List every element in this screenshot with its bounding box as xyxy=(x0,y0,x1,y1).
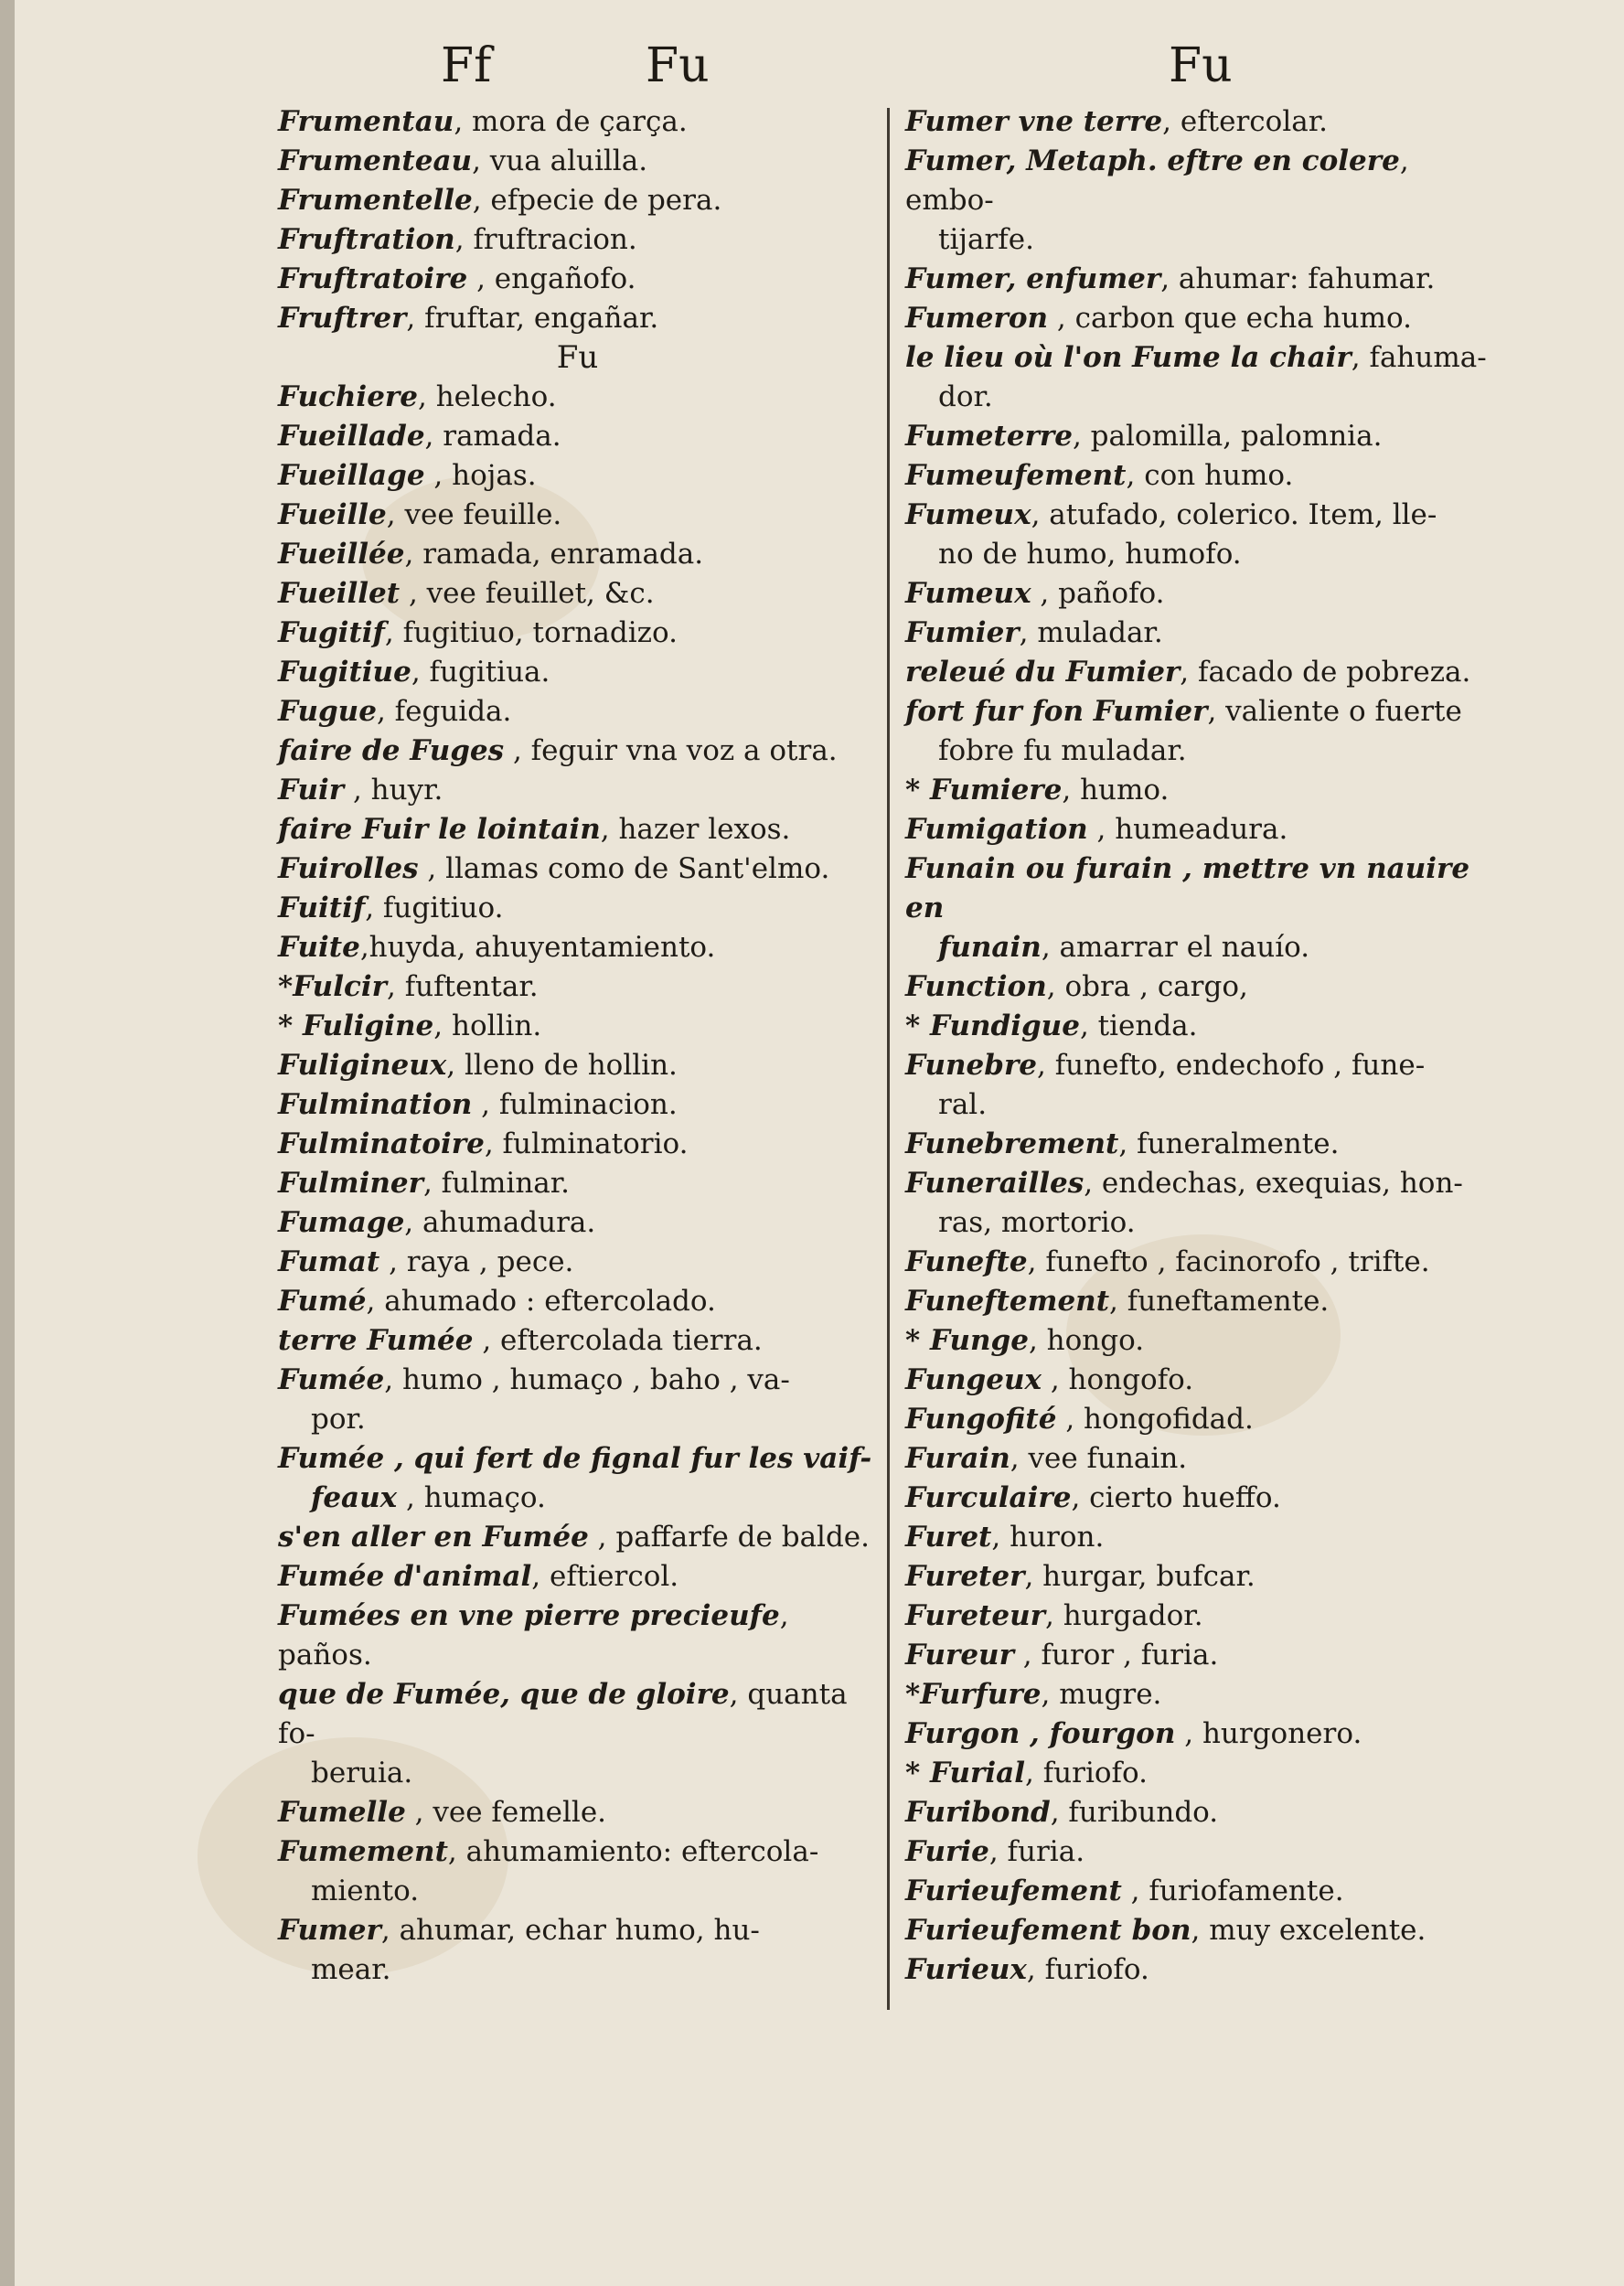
dictionary-entry xyxy=(278,496,877,535)
entry-headword: que de Fumée, que de gloire xyxy=(278,1678,730,1711)
entry-definition: , muy excelente. xyxy=(1191,1914,1426,1947)
entry-definition: , furiofo. xyxy=(1024,1757,1148,1789)
entry-definition: , vee feuille. xyxy=(386,498,562,531)
dictionary-entry xyxy=(905,1714,1500,1754)
running-head-left-b: Fu xyxy=(646,38,710,93)
entry-headword: Furie xyxy=(905,1835,989,1868)
entry-headword: Fuite xyxy=(278,931,360,964)
entry-definition: , ramada. xyxy=(424,420,561,453)
dictionary-entry xyxy=(905,1518,1500,1557)
entry-headword: Fueillade xyxy=(278,420,425,453)
entry-headword: Furieufement bon xyxy=(905,1914,1191,1947)
dictionary-entry xyxy=(278,771,877,810)
dictionary-entry xyxy=(278,1557,877,1597)
entry-headword: *Fulcir xyxy=(278,970,387,1003)
dictionary-entry xyxy=(905,1793,1500,1832)
section-heading: Fu xyxy=(556,339,599,376)
entry-headword: Fumage xyxy=(278,1206,405,1239)
dictionary-entry xyxy=(278,732,877,771)
dictionary-entry xyxy=(278,1321,877,1361)
entry-definition: , obra , cargo, xyxy=(1046,970,1248,1003)
entry-headword: releué du Fumier xyxy=(905,656,1181,689)
entry-definition: , fugitiua. xyxy=(411,656,550,689)
dictionary-entry xyxy=(905,1832,1500,1872)
dictionary-entry xyxy=(278,1439,877,1518)
entry-definition: , humeadura. xyxy=(1087,813,1288,846)
entry-headword: Fumeux xyxy=(905,498,1031,531)
dictionary-entry xyxy=(905,653,1500,692)
entry-headword: Fugitiue xyxy=(278,656,411,689)
dictionary-entry xyxy=(278,1007,877,1046)
dictionary-entry xyxy=(905,1911,1500,1950)
entry-definition: , ramada, enramada. xyxy=(404,538,704,571)
entry-definition: , fulminacion. xyxy=(472,1088,678,1121)
entry-definition: , huron. xyxy=(991,1521,1105,1554)
entry-headword: Frumentelle xyxy=(278,184,473,217)
entry-headword: Function xyxy=(905,970,1047,1003)
entry-continuation xyxy=(278,1479,877,1518)
entry-definition: , llamas como de Sant'elmo. xyxy=(418,852,830,885)
dictionary-entry xyxy=(905,1557,1500,1597)
entry-headword: Fureteur xyxy=(905,1599,1045,1632)
dictionary-entry xyxy=(278,1675,877,1793)
entry-continuation xyxy=(278,1400,877,1439)
entry-definition: , vee femelle. xyxy=(405,1796,607,1829)
dictionary-entry xyxy=(278,1911,877,1990)
entry-definition: , engañofo. xyxy=(467,262,636,295)
entry-headword: Fumer vne terre xyxy=(905,105,1163,138)
entry-continuation xyxy=(278,1754,877,1793)
entry-definition: , facado de pobreza. xyxy=(1180,656,1471,689)
dictionary-entry xyxy=(905,1636,1500,1675)
dictionary-entry xyxy=(278,1046,877,1085)
entry-headword: Fumement xyxy=(278,1835,448,1868)
dictionary-entry xyxy=(278,220,877,260)
entry-definition: , carbon que echa humo. xyxy=(1048,302,1412,335)
dictionary-entry xyxy=(278,299,877,338)
dictionary-entry xyxy=(278,1518,877,1557)
dictionary-entry xyxy=(278,378,877,417)
entry-definition: , fulminatorio. xyxy=(484,1127,689,1160)
entry-definition: , cierto hueffo. xyxy=(1071,1481,1281,1514)
entry-headword: * Furial xyxy=(905,1757,1025,1789)
entry-definition: , vee funain. xyxy=(1010,1442,1188,1475)
entry-headword: Funefte xyxy=(905,1245,1028,1278)
entry-headword: Fumigation xyxy=(905,813,1088,846)
entry-continuation xyxy=(278,1872,877,1911)
dictionary-entry xyxy=(905,299,1500,338)
entry-headword: Fumer, enfumer xyxy=(905,262,1161,295)
entry-continuation xyxy=(905,928,1500,967)
dictionary-entry xyxy=(905,1675,1500,1714)
dictionary-entry xyxy=(278,1793,877,1832)
entry-headword: Fueillet xyxy=(278,577,401,610)
dictionary-entry xyxy=(905,574,1500,614)
dictionary-entry xyxy=(905,1479,1500,1518)
entry-headword: Funebre xyxy=(905,1049,1037,1082)
entry-definition: , tienda. xyxy=(1079,1009,1198,1042)
entry-continuation-text: mear. xyxy=(311,1953,391,1986)
dictionary-entry xyxy=(905,1439,1500,1479)
dictionary-entry xyxy=(278,810,877,849)
entry-headword: Fulminer xyxy=(278,1167,423,1200)
entry-headword: Fulmination xyxy=(278,1088,473,1121)
dictionary-entry xyxy=(905,102,1500,142)
dictionary-entry xyxy=(905,1164,1500,1243)
entry-definition: , con humo. xyxy=(1126,459,1294,492)
entry-headword: Fumeron xyxy=(905,302,1049,335)
entry-continuation-text: ral. xyxy=(938,1088,988,1121)
entry-definition: , muladar. xyxy=(1019,616,1163,649)
dictionary-entry xyxy=(905,338,1500,417)
dictionary-entry xyxy=(905,1754,1500,1793)
entry-definition: , quanta fo- xyxy=(278,1678,848,1750)
dictionary-entry xyxy=(905,849,1500,967)
entry-definition: , funefto , facinorofo , trifte. xyxy=(1027,1245,1430,1278)
entry-definition: , hojas. xyxy=(424,459,537,492)
entry-definition: , hazer lexos. xyxy=(600,813,791,846)
entry-headword: Fuligineux xyxy=(278,1049,447,1082)
entry-headword: Frumenteau xyxy=(278,144,473,177)
dictionary-entry xyxy=(278,1597,877,1675)
dictionary-entry xyxy=(905,1125,1500,1164)
dictionary-entry xyxy=(278,889,877,928)
entry-headword: Fuir xyxy=(278,774,345,807)
entry-headword: Fungofité xyxy=(905,1403,1057,1436)
entry-definition: , raya , pece. xyxy=(379,1245,574,1278)
entry-headword: Fumée xyxy=(278,1363,385,1396)
dictionary-entry xyxy=(278,574,877,614)
entry-definition: , hollin. xyxy=(433,1009,542,1042)
dictionary-entry xyxy=(905,967,1500,1007)
entry-headword: s'en aller en Fumée xyxy=(278,1521,589,1554)
entry-definition: , mora de çarça. xyxy=(454,105,688,138)
entry-definition: , funeralmente. xyxy=(1118,1127,1340,1160)
dictionary-entry xyxy=(905,456,1500,496)
entry-definition: , lleno de hollin. xyxy=(446,1049,678,1082)
entry-headword: * Fumiere xyxy=(905,774,1063,807)
entry-headword: Fuirolles xyxy=(278,852,419,885)
entry-definition: ,huyda, ahuyentamiento. xyxy=(359,931,716,964)
entry-headword-continuation: funain xyxy=(938,931,1042,964)
entry-headword: faire Fuir le lointain xyxy=(278,813,601,846)
entry-definition: , fahuma- xyxy=(1351,341,1487,374)
dictionary-entry xyxy=(905,142,1500,260)
entry-headword: Fumeux xyxy=(905,577,1031,610)
entry-definition: , paños. xyxy=(278,1599,789,1672)
dictionary-entry xyxy=(905,1243,1500,1282)
dictionary-entry xyxy=(278,653,877,692)
dictionary-entry xyxy=(278,1085,877,1125)
entry-headword: * Fuligine xyxy=(278,1009,434,1042)
entry-continuation xyxy=(905,220,1500,260)
entry-definition: , fruftar, engañar. xyxy=(406,302,659,335)
entry-headword: Fumées en vne pierre precieufe xyxy=(278,1599,780,1632)
dictionary-entry xyxy=(905,260,1500,299)
entry-definition: , eftiercol. xyxy=(531,1560,679,1593)
entry-headword: Fumer xyxy=(278,1914,381,1947)
entry-continuation xyxy=(905,378,1500,417)
dictionary-entry xyxy=(278,1282,877,1321)
entry-definition: , fuftentar. xyxy=(386,970,539,1003)
entry-headword: Fumée d'animal xyxy=(278,1560,532,1593)
dictionary-entry xyxy=(278,181,877,220)
entry-continuation-text: dor. xyxy=(938,380,993,413)
dictionary-entry xyxy=(905,1361,1500,1400)
entry-headword: Funebrement xyxy=(905,1127,1119,1160)
entry-continuation xyxy=(905,1085,1500,1125)
entry-headword: * Funge xyxy=(905,1324,1029,1357)
entry-continuation-text: no de humo, humofo. xyxy=(938,538,1242,571)
dictionary-entry xyxy=(278,1832,877,1911)
entry-definition: , hongofo. xyxy=(1041,1363,1194,1396)
dictionary-entry xyxy=(278,1361,877,1439)
dictionary-entry xyxy=(905,1950,1500,1990)
entry-headword: Fungeux xyxy=(905,1363,1042,1396)
dictionary-entry xyxy=(905,614,1500,653)
entry-headword: Fruftration xyxy=(278,223,455,256)
entry-definition: , furor , furia. xyxy=(1013,1639,1219,1672)
dictionary-entry xyxy=(905,1046,1500,1125)
entry-headword: Fumeterre xyxy=(905,420,1073,453)
running-head-right: Fu xyxy=(1169,38,1233,93)
dictionary-entry xyxy=(278,1164,877,1203)
entry-headword: Fumée , qui fert de fignal fur les vaif- xyxy=(278,1442,872,1475)
entry-headword: Fulminatoire xyxy=(278,1127,485,1160)
dictionary-entry xyxy=(278,456,877,496)
dictionary-entry xyxy=(278,692,877,732)
dictionary-entry xyxy=(905,417,1500,456)
entry-definition: , humo , humaço , baho , va- xyxy=(384,1363,790,1396)
entry-definition: , fruftracion. xyxy=(454,223,637,256)
entry-headword: Furieufement xyxy=(905,1875,1122,1907)
entry-headword: le lieu où l'on Fume la chair xyxy=(905,341,1352,374)
dictionary-entry xyxy=(278,260,877,299)
entry-headword: fort fur fon Fumier xyxy=(905,695,1208,728)
entry-headword: Furculaire xyxy=(905,1481,1072,1514)
entry-definition: , atufado, colerico. Item, lle- xyxy=(1031,498,1437,531)
dictionary-entry xyxy=(905,496,1500,574)
entry-headword: Fuchiere xyxy=(278,380,418,413)
entry-headword: Fuitif xyxy=(278,892,366,924)
entry-headword: *Furfure xyxy=(905,1678,1042,1711)
entry-definition: , humo. xyxy=(1062,774,1170,807)
entry-continuation xyxy=(905,732,1500,771)
dictionary-entry xyxy=(905,771,1500,810)
entry-continuation-text: miento. xyxy=(311,1875,420,1907)
dictionary-entry xyxy=(278,1125,877,1164)
entry-definition: , hongo. xyxy=(1028,1324,1145,1357)
entry-headword: Fugue xyxy=(278,695,377,728)
dictionary-entry xyxy=(278,102,877,142)
entry-headword: terre Fumée xyxy=(278,1324,474,1357)
entry-continuation-text: beruia. xyxy=(311,1757,413,1789)
entry-definition: , eftercolada tierra. xyxy=(473,1324,763,1357)
entry-headword: Funerailles xyxy=(905,1167,1084,1200)
entry-definition: , funeftamente. xyxy=(1109,1285,1330,1318)
entry-headword: Furgon , fourgon xyxy=(905,1717,1176,1750)
dictionary-entry xyxy=(278,1243,877,1282)
dictionary-entry xyxy=(278,1203,877,1243)
entry-definition: , ahumamiento: eftercola- xyxy=(447,1835,819,1868)
entry-continuation-text: ras, mortorio. xyxy=(938,1206,1136,1239)
entry-headword: Furibond xyxy=(905,1796,1051,1829)
entry-definition: , vee feuillet, &c. xyxy=(400,577,655,610)
dictionary-entry xyxy=(278,928,877,967)
entry-definition: , helecho. xyxy=(417,380,557,413)
entry-definition: , huyr. xyxy=(344,774,443,807)
entry-headword: Fueillage xyxy=(278,459,425,492)
entry-definition: , efpecie de pera. xyxy=(472,184,722,217)
entry-definition: , feguida. xyxy=(376,695,512,728)
entry-definition: , hurgador. xyxy=(1044,1599,1203,1632)
entry-definition: , embo- xyxy=(905,144,1409,217)
entry-definition: , ahumar: fahumar. xyxy=(1160,262,1436,295)
entry-headword: Furain xyxy=(905,1442,1010,1475)
column-divider xyxy=(887,108,890,2010)
entry-headword: Fumeufement xyxy=(905,459,1127,492)
entry-headword: Fueille xyxy=(278,498,387,531)
entry-headword: Fureter xyxy=(905,1560,1025,1593)
entry-definition: , mugre. xyxy=(1041,1678,1162,1711)
entry-definition: , palomilla, palomnia. xyxy=(1072,420,1383,453)
entry-definition: , fugitiuo, tornadizo. xyxy=(384,616,678,649)
entry-definition: , ahumadura. xyxy=(404,1206,596,1239)
entry-definition: , fulminar. xyxy=(422,1167,571,1200)
entry-continuation-text: , humaço. xyxy=(397,1481,546,1514)
entry-headword: Fruftratoire xyxy=(278,262,468,295)
entry-definition: , endechas, exequias, hon- xyxy=(1084,1167,1463,1200)
entry-definition: , furibundo. xyxy=(1050,1796,1219,1829)
entry-definition: , feguir vna voz a otra. xyxy=(504,734,838,767)
entry-definition: , hongofidad. xyxy=(1056,1403,1254,1436)
entry-continuation-text: , amarrar el nauío. xyxy=(1041,931,1310,964)
entry-definition: , furiofo. xyxy=(1026,1953,1149,1986)
entry-headword: Funeftement xyxy=(905,1285,1110,1318)
entry-definition: , ahumado : eftercolado. xyxy=(366,1285,716,1318)
entry-headword: Fumer, Metaph. eftre en colere xyxy=(905,144,1400,177)
entry-continuation xyxy=(278,1950,877,1990)
entry-headword: Fumé xyxy=(278,1285,367,1318)
entry-definition: , paffarfe de balde. xyxy=(588,1521,871,1554)
entry-continuation xyxy=(905,535,1500,574)
entry-definition: , furia. xyxy=(988,1835,1085,1868)
entry-definition: , furiofamente. xyxy=(1121,1875,1344,1907)
entry-headword: Fumat xyxy=(278,1245,380,1278)
entry-definition: , hurgar, bufcar. xyxy=(1024,1560,1255,1593)
entry-headword: Fumelle xyxy=(278,1796,406,1829)
dictionary-entry xyxy=(278,967,877,1007)
dictionary-entry xyxy=(905,1282,1500,1321)
entry-definition: , vua aluilla. xyxy=(472,144,648,177)
entry-definition: , hurgonero. xyxy=(1175,1717,1362,1750)
dictionary-entry xyxy=(905,1872,1500,1911)
entry-definition: , eftercolar. xyxy=(1162,105,1328,138)
dictionary-entry xyxy=(278,142,877,181)
entry-continuation-text: tijarfe. xyxy=(938,223,1034,256)
entry-continuation-text: fobre fu muladar. xyxy=(938,734,1187,767)
running-head-left-a: Ff xyxy=(441,38,492,93)
entry-definition: , ahumar, echar humo, hu- xyxy=(380,1914,760,1947)
entry-headword: Fruftrer xyxy=(278,302,407,335)
entry-definition: , pañofo. xyxy=(1031,577,1165,610)
left-column xyxy=(278,102,877,1990)
dictionary-entry xyxy=(905,1400,1500,1439)
entry-definition: , funefto, endechofo , fune- xyxy=(1037,1049,1426,1082)
entry-headword-continuation: feaux xyxy=(311,1481,398,1514)
dictionary-entry xyxy=(278,417,877,456)
dictionary-entry xyxy=(905,1597,1500,1636)
dictionary-entry xyxy=(278,849,877,889)
page-binding-edge xyxy=(0,0,15,2286)
dictionary-entry xyxy=(905,692,1500,771)
dictionary-entry xyxy=(905,810,1500,849)
right-column xyxy=(905,102,1500,1990)
entry-definition: , valiente o fuerte xyxy=(1207,695,1462,728)
entry-headword: * Fundigue xyxy=(905,1009,1080,1042)
entry-headword: Frumentau xyxy=(278,105,454,138)
entry-headword: Funain ou furain , mettre vn nauire en xyxy=(905,852,1470,924)
dictionary-entry xyxy=(905,1321,1500,1361)
entry-continuation xyxy=(905,1203,1500,1243)
entry-headword: Furet xyxy=(905,1521,992,1554)
entry-headword: Fureur xyxy=(905,1639,1014,1672)
dictionary-entry xyxy=(278,535,877,574)
entry-headword: Fugitif xyxy=(278,616,385,649)
dictionary-entry xyxy=(278,614,877,653)
entry-definition: , fugitiuo. xyxy=(365,892,504,924)
entry-headword: Furieux xyxy=(905,1953,1027,1986)
entry-headword: Fueillée xyxy=(278,538,405,571)
entry-headword: faire de Fuges xyxy=(278,734,505,767)
entry-continuation-text: por. xyxy=(311,1403,366,1436)
dictionary-entry xyxy=(905,1007,1500,1046)
entry-headword: Fumier xyxy=(905,616,1020,649)
